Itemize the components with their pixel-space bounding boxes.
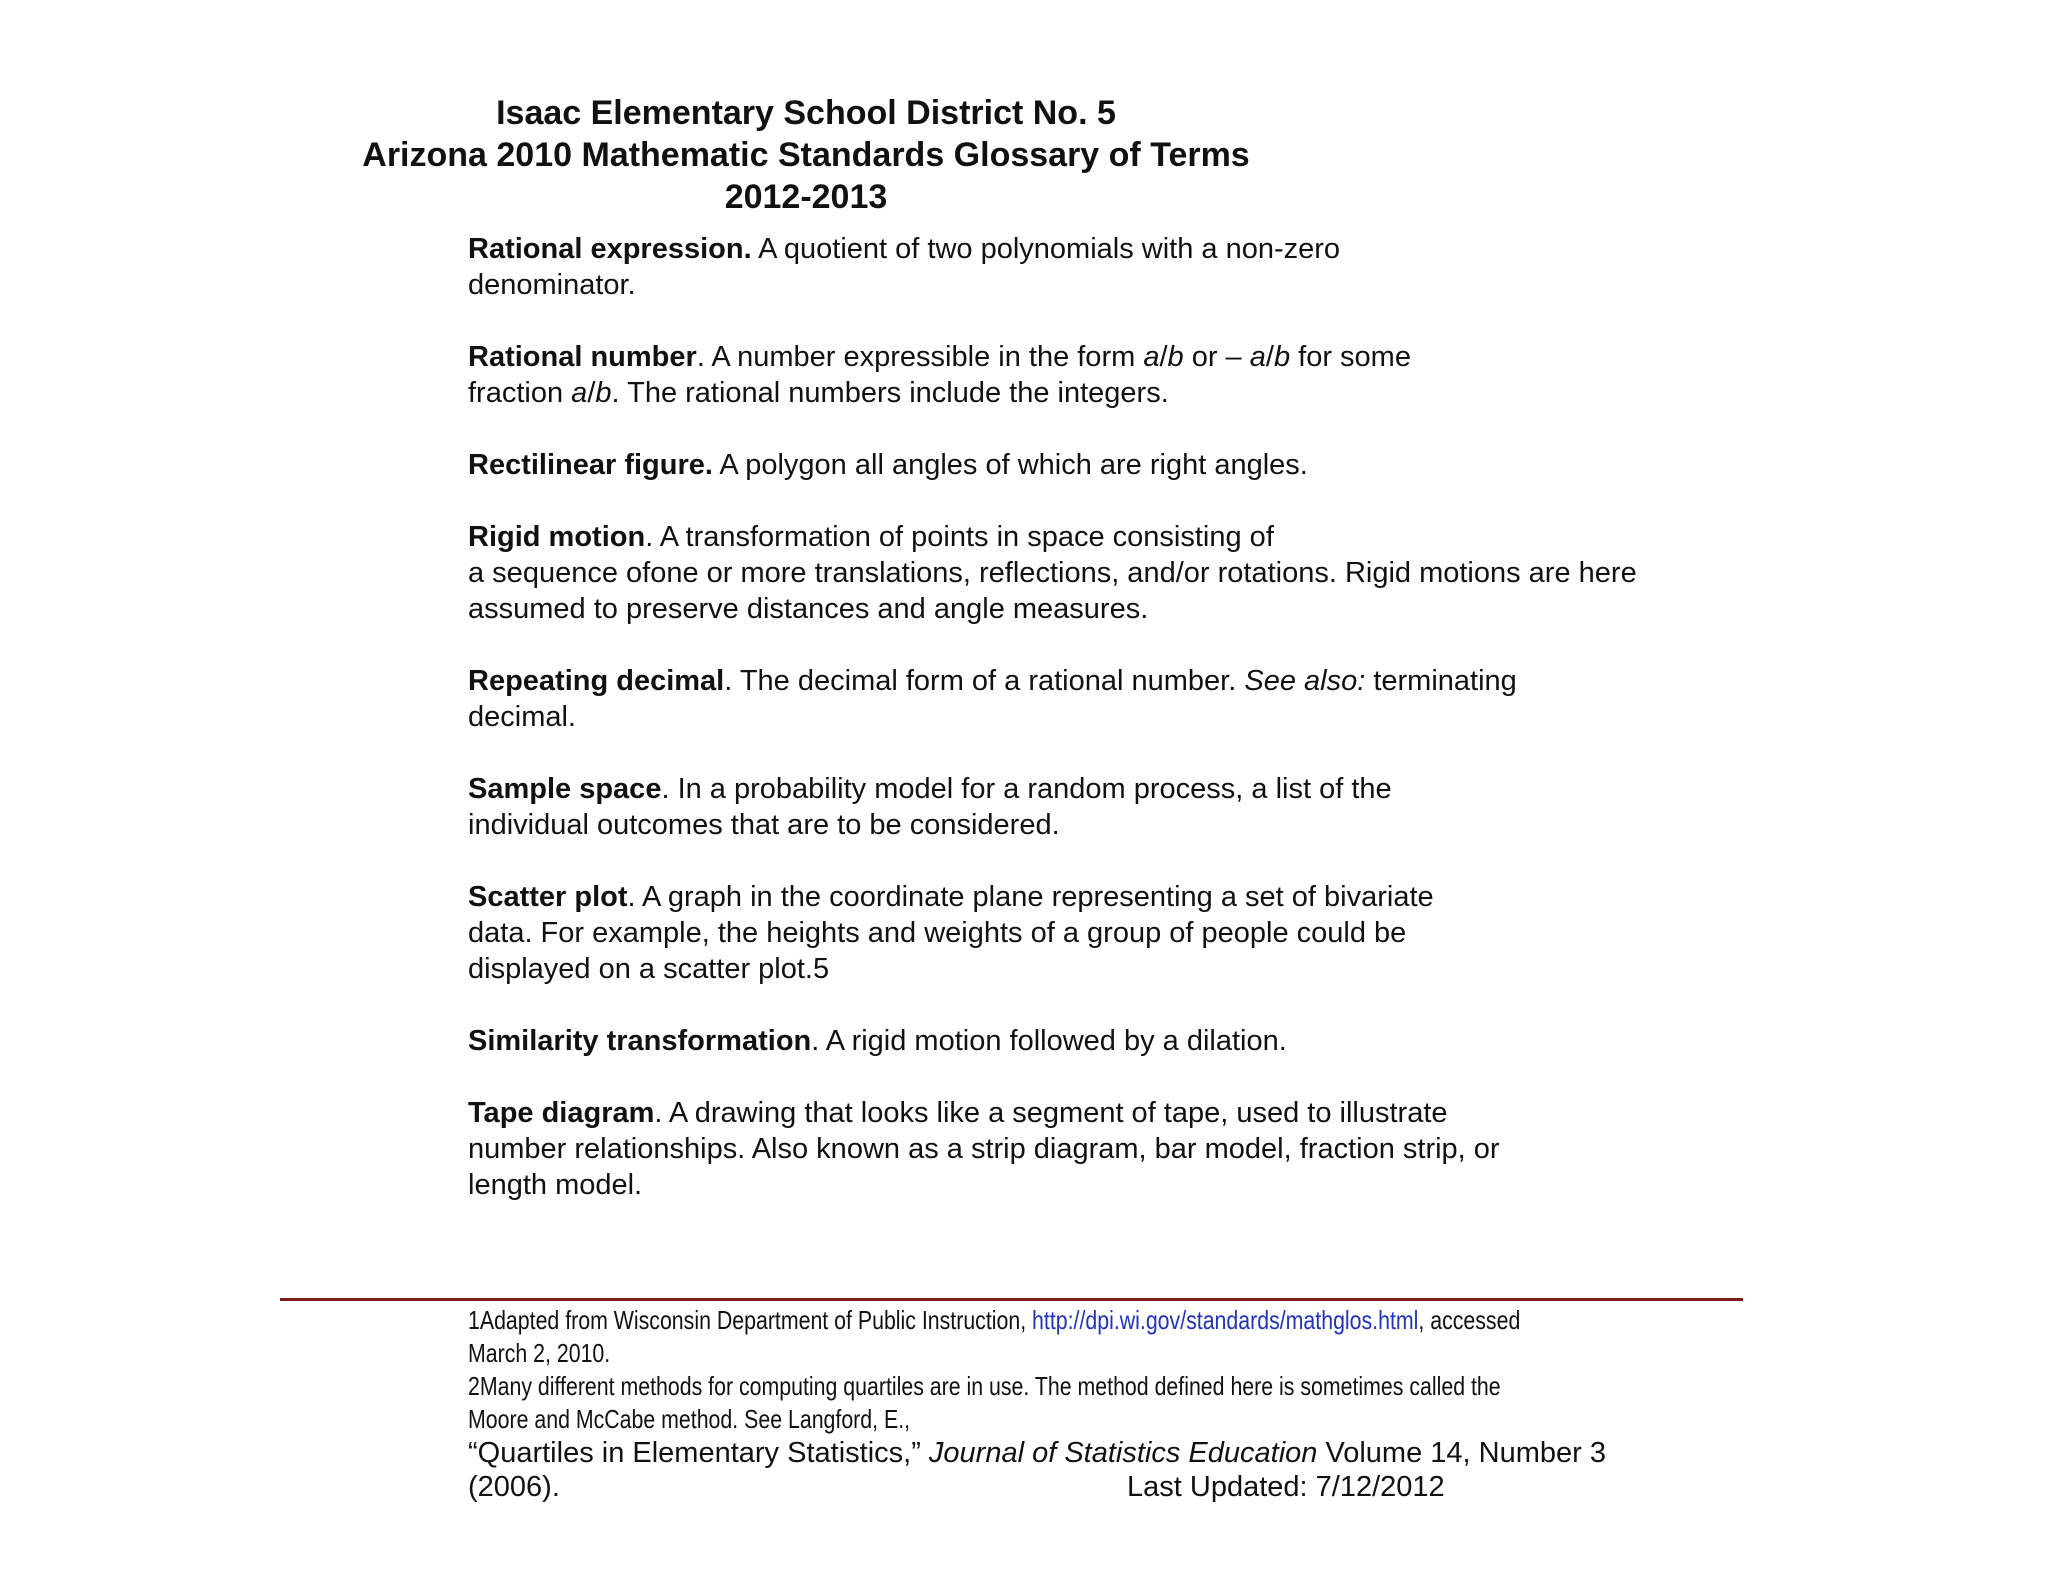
journal-title: Journal of Statistics Education xyxy=(928,1437,1318,1469)
definition-text: number relationships. Also known as a strip diagram, bar model, fraction strip, or xyxy=(468,1133,1500,1165)
footnote-citation xyxy=(468,1436,1768,1470)
citation-text: “Quartiles in Elementary Statistics,” xyxy=(468,1437,929,1469)
citation-text: Volume 14, Number 3 xyxy=(1317,1437,1606,1469)
definition-text: individual outcomes that are to be considered. xyxy=(468,809,1060,841)
definition-text: . In a probability model for a random process, a list of the xyxy=(661,773,1392,805)
footnote-link[interactable]: http://dpi.wi.gov/standards/mathglos.html xyxy=(1032,1305,1419,1335)
definition-text: . The decimal form of a rational number. xyxy=(724,665,1245,697)
footnote-text: 1Adapted from Wisconsin Department of Public Instruction, xyxy=(468,1305,1033,1335)
definition-text: data. For example, the heights and weights of a group of people could be xyxy=(468,917,1407,949)
definition-text: decimal. xyxy=(468,701,576,733)
term-label: Rectilinear figure. xyxy=(468,449,713,481)
variable-b: b xyxy=(1167,341,1184,373)
definition-text: . A transformation of points in space consisting of xyxy=(645,521,1274,553)
entry-scatter-plot xyxy=(468,879,1768,987)
definition-text: . A number expressible in the form xyxy=(696,341,1144,373)
fraction-slash: / xyxy=(1159,341,1168,373)
term-label: Sample space xyxy=(468,773,662,805)
variable-a: a xyxy=(1249,341,1266,373)
term-label: Tape diagram xyxy=(468,1097,655,1129)
definition-text: . A drawing that looks like a segment of tape, used to illustrate xyxy=(654,1097,1448,1129)
entry-rational-expression xyxy=(468,231,1768,303)
entry-sample-space xyxy=(468,771,1768,843)
footnote-text: Moore and McCabe method. See Langford, E., xyxy=(468,1404,911,1434)
variable-b: b xyxy=(595,377,612,409)
entry-rigid-motion xyxy=(468,519,1768,627)
footnote-2: 2Many different methods for computing quartiles are in use. The method defined here is sometimes called the xyxy=(468,1371,1501,1401)
term-label: Repeating decimal xyxy=(468,665,725,697)
definition-text: . A rigid motion followed by a dilation. xyxy=(811,1025,1287,1057)
last-updated: Last Updated: 7/12/2012 xyxy=(1127,1471,1445,1503)
footnote-1 xyxy=(468,1304,1764,1337)
fraction-slash: / xyxy=(587,377,596,409)
see-also-label: See also: xyxy=(1244,665,1366,697)
entry-rational-number xyxy=(468,339,1768,411)
school-year: 2012-2013 xyxy=(724,178,888,216)
definition-text: denominator. xyxy=(468,269,636,301)
citation-year: (2006). xyxy=(468,1471,560,1503)
entry-repeating-decimal xyxy=(468,663,1768,735)
variable-a: a xyxy=(571,377,588,409)
definition-text: assumed to preserve distances and angle measures. xyxy=(468,593,1149,625)
glossary-title: Arizona 2010 Mathematic Standards Glossary of Terms xyxy=(362,136,1250,174)
fraction-slash: / xyxy=(1265,341,1274,373)
footnote-text: , accessed xyxy=(1418,1305,1521,1335)
footnote-divider xyxy=(280,1298,1743,1301)
variable-b: b xyxy=(1273,341,1291,373)
definition-text: A polygon all angles of which are right angles. xyxy=(712,449,1308,481)
entry-rectilinear-figure xyxy=(468,447,1768,483)
definition-text: or – xyxy=(1183,341,1250,373)
definition-text: A quotient of two polynomials with a non-zero xyxy=(751,233,1341,265)
footnote-text: March 2, 2010. xyxy=(468,1338,611,1368)
definition-text: displayed on a scatter plot.5 xyxy=(468,953,830,985)
entry-tape-diagram xyxy=(468,1095,1768,1203)
term-label: Rigid motion xyxy=(468,521,646,553)
definition-text: a sequence ofone or more translations, reflections, and/or rotations. Rigid motions are here xyxy=(468,557,1637,589)
definition-text: terminating xyxy=(1365,665,1517,697)
definition-text: for some xyxy=(1290,341,1411,373)
term-label: Scatter plot xyxy=(468,881,628,913)
definition-text: fraction xyxy=(468,377,572,409)
variable-a: a xyxy=(1143,341,1160,373)
term-label: Rational number xyxy=(468,341,697,373)
district-title: Isaac Elementary School District No. 5 xyxy=(496,94,1116,132)
term-label: Rational expression. xyxy=(468,233,752,265)
glossary-entries xyxy=(468,231,1768,1203)
definition-text: . A graph in the coordinate plane representing a set of bivariate xyxy=(627,881,1434,913)
term-label: Similarity transformation xyxy=(468,1025,812,1057)
footnote-citation-year-line xyxy=(468,1470,1768,1504)
definition-text: length model. xyxy=(468,1169,643,1201)
definition-text: . The rational numbers include the integers. xyxy=(611,377,1169,409)
entry-similarity-transformation xyxy=(468,1023,1768,1059)
footnotes xyxy=(468,1304,1768,1504)
document-header xyxy=(0,92,1612,218)
